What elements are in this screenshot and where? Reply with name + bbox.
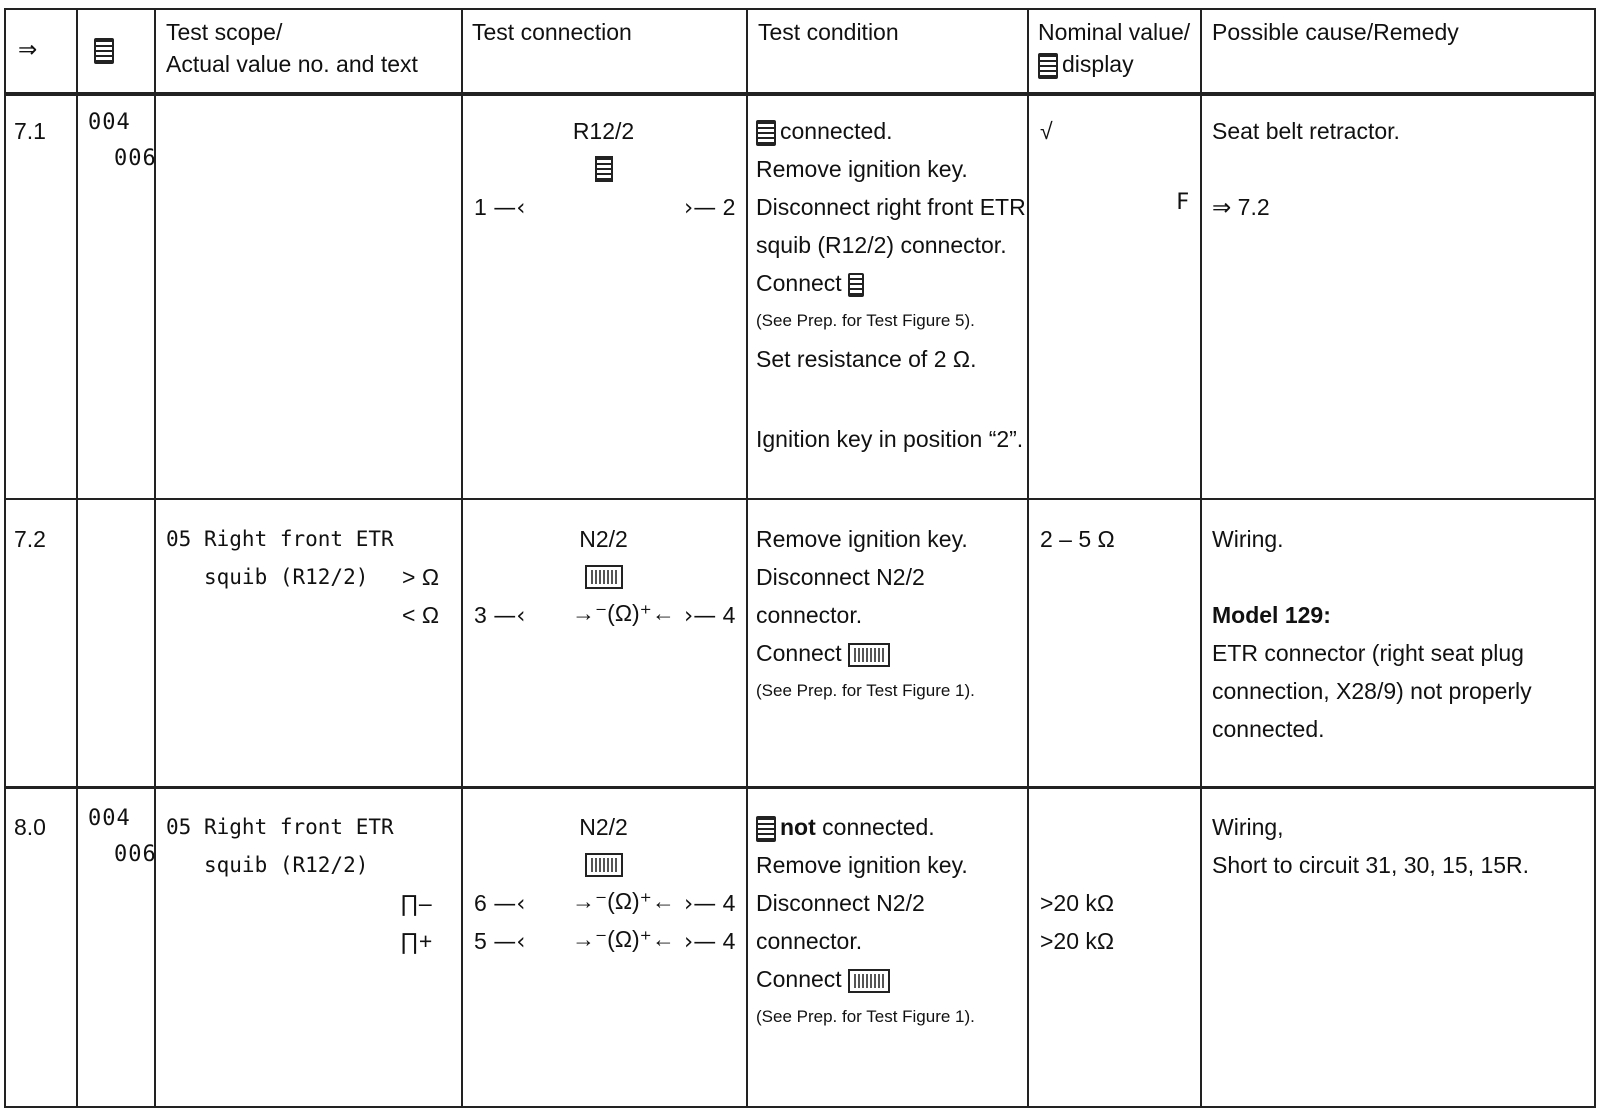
nominal-value: >20 kΩ <box>1040 890 1115 916</box>
condition-text: Connect <box>756 960 890 998</box>
nominal-value: >20 kΩ <box>1040 928 1115 954</box>
scope-code: 05 <box>166 815 192 839</box>
pin-left: 6 —‹ <box>474 890 526 917</box>
adapter-icon <box>461 556 746 594</box>
grid-line <box>1594 8 1596 1108</box>
condition-text: Ignition key in position “2”. <box>756 426 1024 452</box>
connector-name: R12/2 <box>572 118 635 144</box>
nominal-display: F <box>1176 190 1191 215</box>
grid-line <box>1027 8 1029 1108</box>
header-scope: Test scope/ Actual value no. and text <box>166 19 418 77</box>
diagnostic-table <box>4 8 1596 1108</box>
scope-text: squib (R12/2) <box>204 565 369 589</box>
condition-text: connector. <box>756 602 863 628</box>
nominal-value: 2 – 5 Ω <box>1040 526 1115 552</box>
cause-text: ETR connector (right seat plug <box>1212 640 1524 666</box>
grid-line <box>4 92 1596 96</box>
pin-left: 1 —‹ <box>474 194 526 221</box>
condition-text: Disconnect right front ETR <box>756 194 1026 220</box>
adapter-icon <box>461 844 746 882</box>
grid-line <box>4 8 6 1108</box>
symbol-minus: ∏– <box>400 890 432 916</box>
condition-text: not connected. <box>756 808 935 846</box>
condition-text: connector. <box>756 928 863 954</box>
condition-text: Disconnect N2/2 <box>756 564 925 590</box>
condition-text: Disconnect N2/2 <box>756 890 925 916</box>
condition-text: Remove ignition key. <box>756 526 968 552</box>
cause-model: Model 129: <box>1212 602 1331 628</box>
cause-text: Seat belt retractor. <box>1212 118 1400 144</box>
header-arrow: ⇒ <box>18 36 38 62</box>
grid-line <box>1200 8 1202 1108</box>
cause-link: ⇒ 7.2 <box>1212 194 1270 220</box>
symbol-greater-ohm: > Ω <box>402 564 440 590</box>
connector-name: N2/2 <box>579 814 628 840</box>
header-cause: Possible cause/Remedy <box>1212 19 1459 45</box>
condition-text: Remove ignition key. <box>756 852 968 878</box>
condition-text: Set resistance of 2 Ω. <box>756 346 977 372</box>
connector-name: N2/2 <box>579 526 628 552</box>
condition-text: (See Prep. for Test Figure 1). <box>756 681 975 700</box>
condition-text: Remove ignition key. <box>756 156 968 182</box>
cause-text: connection, X28/9) not properly <box>1212 678 1532 704</box>
grid-line <box>4 786 1596 789</box>
pin-right: ›— 4 <box>684 890 736 917</box>
ohm-meter-icon: →⁻(Ω)⁺← <box>572 926 675 952</box>
cell-icon <box>461 148 746 186</box>
scope-text: squib (R12/2) <box>204 853 369 877</box>
scope-text: Right front ETR <box>204 815 394 839</box>
tester-icon <box>1038 53 1058 79</box>
cause-text: Wiring. <box>1212 526 1284 552</box>
step-number: 8.0 <box>14 814 46 840</box>
condition-text: (See Prep. for Test Figure 5). <box>756 311 975 330</box>
nominal-value: √ <box>1040 118 1053 144</box>
ohm-meter-icon: →⁻(Ω)⁺← <box>572 888 675 914</box>
header-connection: Test connection <box>472 19 632 45</box>
condition-text: (See Prep. for Test Figure 1). <box>756 1007 975 1026</box>
code-2: 006 <box>114 146 157 171</box>
code-2: 006 <box>114 842 157 867</box>
tester-icon <box>94 30 118 68</box>
pin-left: 3 —‹ <box>474 602 526 629</box>
step-number: 7.1 <box>14 118 46 144</box>
condition-text: Connect <box>756 634 890 672</box>
pin-right: ›— 2 <box>684 194 736 221</box>
grid-line <box>4 498 1596 500</box>
scope-text: Right front ETR <box>204 527 394 551</box>
step-number: 7.2 <box>14 526 46 552</box>
symbol-plus: ∏+ <box>400 928 433 954</box>
code-1: 004 <box>88 806 131 831</box>
symbol-less-ohm: < Ω <box>402 602 440 628</box>
cause-text: Short to circuit 31, 30, 15, 15R. <box>1212 852 1530 878</box>
header-condition: Test condition <box>758 19 899 45</box>
condition-text: Connect <box>756 264 868 302</box>
cause-text: connected. <box>1212 716 1325 742</box>
pin-left: 5 —‹ <box>474 928 526 955</box>
grid-line <box>76 8 78 1108</box>
grid-line <box>746 8 748 1108</box>
grid-line <box>4 1106 1596 1108</box>
grid-line <box>4 8 1596 10</box>
scope-code: 05 <box>166 527 192 551</box>
cause-text: Wiring, <box>1212 814 1284 840</box>
condition-text: connected. <box>756 112 893 150</box>
header-nominal: Nominal value/ display <box>1038 19 1191 77</box>
condition-text: squib (R12/2) connector. <box>756 232 1007 258</box>
pin-right: ›— 4 <box>684 928 736 955</box>
ohm-meter-icon: →⁻(Ω)⁺← <box>572 600 675 626</box>
code-1: 004 <box>88 110 131 135</box>
pin-right: ›— 4 <box>684 602 736 629</box>
